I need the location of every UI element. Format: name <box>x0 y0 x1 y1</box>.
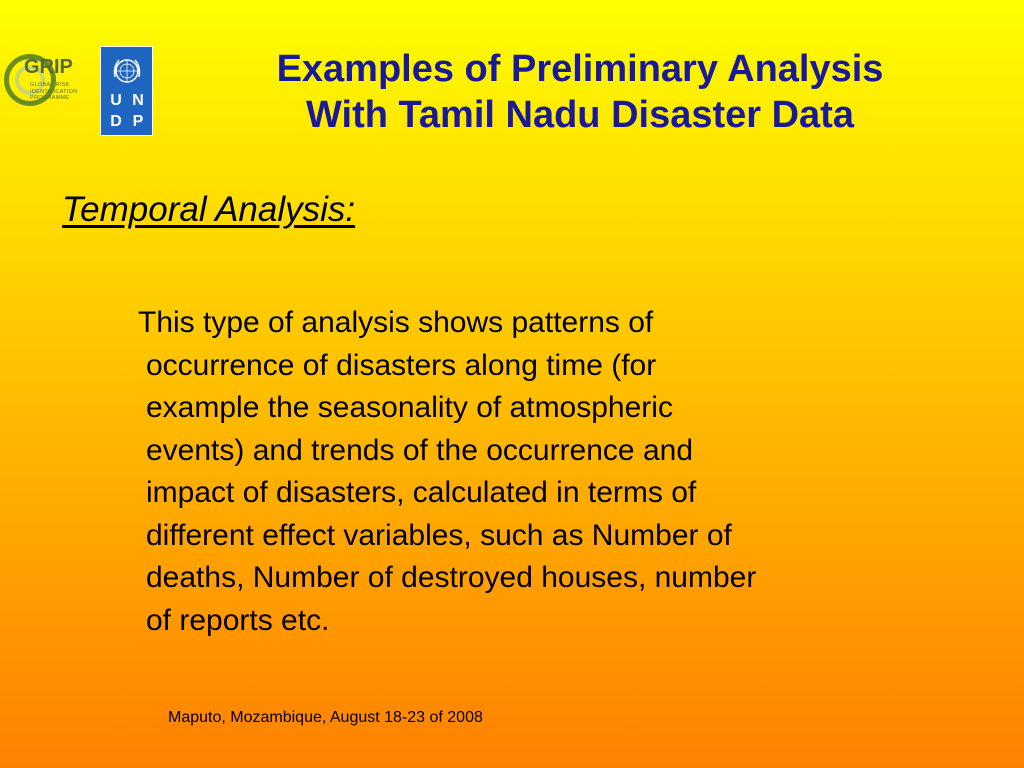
undp-letter: N <box>132 92 144 109</box>
body-line: of reports etc. <box>146 603 330 637</box>
body-line: events) and trends of the occurrence and <box>146 433 694 467</box>
grip-subtitle-line: PROGRAMME <box>30 95 70 101</box>
footer-text: Maputo, Mozambique, August 18-23 of 2008 <box>168 709 483 726</box>
grip-logo <box>0 46 86 126</box>
slide-title <box>180 46 980 138</box>
undp-letter: U <box>110 92 122 109</box>
grip-logo-word: GRIP <box>24 56 73 78</box>
title-line: Examples of Preliminary Analysis <box>276 48 884 90</box>
body-line: This type of analysis shows patterns of <box>138 306 654 339</box>
grip-subtitle-line: IDENTIFICATION <box>30 88 78 95</box>
undp-letters <box>104 92 150 132</box>
un-emblem-icon <box>109 53 145 89</box>
title-line: With Tamil Nadu Disaster Data <box>306 94 854 136</box>
undp-letter: D <box>110 113 122 130</box>
body-paragraph <box>138 302 976 642</box>
grip-subtitle-line: GLOBAL RISK <box>30 82 70 88</box>
body-line: deaths, Number of destroyed houses, number <box>146 561 757 594</box>
grip-logo-subtitle <box>30 82 86 102</box>
undp-letter: P <box>132 113 144 130</box>
body-line: example the seasonality of atmospheric <box>146 391 673 424</box>
undp-logo <box>100 46 153 136</box>
section-heading: Temporal Analysis: <box>62 190 356 229</box>
body-line: different effect variables, such as Number of <box>146 518 732 552</box>
body-line: occurrence of disasters along time (for <box>146 348 657 382</box>
body-line: impact of disasters, calculated in terms of <box>146 476 697 509</box>
